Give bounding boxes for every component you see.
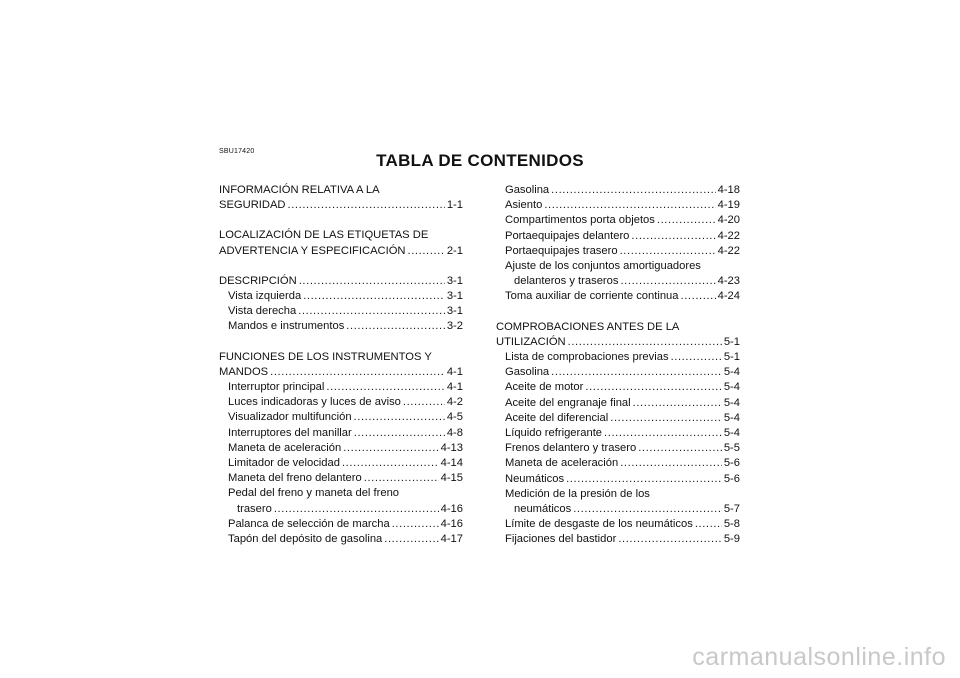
toc-entry-toma[interactable]: Toma auxiliar de corriente continua ..... 4-24 — [496, 289, 740, 304]
toc-entry[interactable]: Interruptores del manillar ..... 4-8 — [219, 426, 463, 441]
toc-entry[interactable]: Palanca de selección de marcha ..... 4-16 — [219, 517, 463, 532]
page-title: TABLA DE CONTENIDOS — [376, 151, 584, 170]
toc-entry[interactable]: Lista de comprobaciones previas ..... 5-1 — [496, 350, 740, 365]
toc-entry[interactable]: Limitador de velocidad ..... 4-14 — [219, 456, 463, 471]
document-code: SBU17420 — [219, 148, 255, 155]
toc-entry[interactable]: Líquido refrigerante ..... 5-4 — [496, 426, 740, 441]
toc-entry[interactable]: Asiento ..... 4-19 — [496, 198, 740, 213]
toc-entry[interactable]: Maneta de aceleración ..... 5-6 — [496, 456, 740, 471]
watermark: carmanualsonline.info — [692, 643, 946, 671]
toc-entry[interactable]: Maneta del freno delantero ..... 4-15 — [219, 471, 463, 486]
toc-entry[interactable]: Portaequipajes trasero ..... 4-22 — [496, 244, 740, 259]
toc-entry-seguridad[interactable]: SEGURIDAD ..... 1-1 — [219, 198, 463, 213]
toc-subentry-line: Ajuste de los conjuntos amortiguadores — [505, 260, 701, 273]
toc-entry[interactable]: Vista izquierda ..... 3-1 — [219, 289, 463, 304]
toc-entry[interactable]: Aceite de motor ..... 5-4 — [496, 380, 740, 395]
toc-entry[interactable]: Gasolina ..... 4-18 — [496, 183, 740, 198]
toc-right-column — [496, 183, 740, 548]
toc-entry[interactable]: Aceite del engranaje final ..... 5-4 — [496, 396, 740, 411]
toc-entry[interactable]: Neumáticos ..... 5-6 — [496, 472, 740, 487]
toc-entry-utilizacion[interactable]: UTILIZACIÓN ..... 5-1 — [496, 335, 740, 350]
toc-entry[interactable]: Frenos delantero y trasero ..... 5-5 — [496, 441, 740, 456]
toc-entry-pedal[interactable]: trasero ..... 4-16 — [219, 502, 463, 517]
toc-heading-line: COMPROBACIONES ANTES DE LA — [496, 320, 680, 333]
toc-entry-descripcion[interactable]: DESCRIPCIÓN ..... 3-1 — [219, 274, 463, 289]
toc-entry[interactable]: Portaequipajes delantero ..... 4-22 — [496, 229, 740, 244]
toc-entry[interactable]: Luces indicadoras y luces de aviso ..... 4-2 — [219, 395, 463, 410]
toc-left-column — [219, 183, 463, 547]
toc-entry[interactable]: Maneta de aceleración ..... 4-13 — [219, 441, 463, 456]
toc-entry-pressure[interactable]: neumáticos ..... 5-7 — [496, 502, 740, 517]
toc-entry-advertencia[interactable]: ADVERTENCIA Y ESPECIFICACIÓN ..... 2-1 — [219, 244, 463, 259]
toc-entry[interactable]: Compartimentos porta objetos ..... 4-20 — [496, 213, 740, 228]
toc-entry[interactable]: Gasolina ..... 5-4 — [496, 365, 740, 380]
toc-entry[interactable]: Aceite del diferencial ..... 5-4 — [496, 411, 740, 426]
toc-entry[interactable]: Mandos e instrumentos ..... 3-2 — [219, 319, 463, 334]
toc-entry-mandos[interactable]: MANDOS ..... 4-1 — [219, 365, 463, 380]
toc-heading-line: LOCALIZACIÓN DE LAS ETIQUETAS DE — [219, 229, 429, 242]
toc-entry[interactable]: Visualizador multifunción ..... 4-5 — [219, 410, 463, 425]
toc-entry[interactable]: Tapón del depósito de gasolina ..... 4-17 — [219, 532, 463, 547]
toc-subentry-line: Medición de la presión de los — [505, 487, 650, 500]
toc-heading-line: INFORMACIÓN RELATIVA A LA — [219, 184, 380, 196]
toc-entry[interactable]: Vista derecha ..... 3-1 — [219, 304, 463, 319]
toc-subentry-line: Pedal del freno y maneta del freno — [228, 487, 400, 500]
toc-entry[interactable]: Fijaciones del bastidor ..... 5-9 — [496, 532, 740, 547]
toc-entry[interactable]: Límite de desgaste de los neumáticos ..... 5-8 — [496, 517, 740, 532]
toc-entry-shock[interactable]: delanteros y traseros ..... 4-23 — [496, 274, 740, 289]
toc-entry[interactable]: Interruptor principal ..... 4-1 — [219, 380, 463, 395]
toc-heading-line: FUNCIONES DE LOS INSTRUMENTOS Y — [219, 350, 432, 363]
